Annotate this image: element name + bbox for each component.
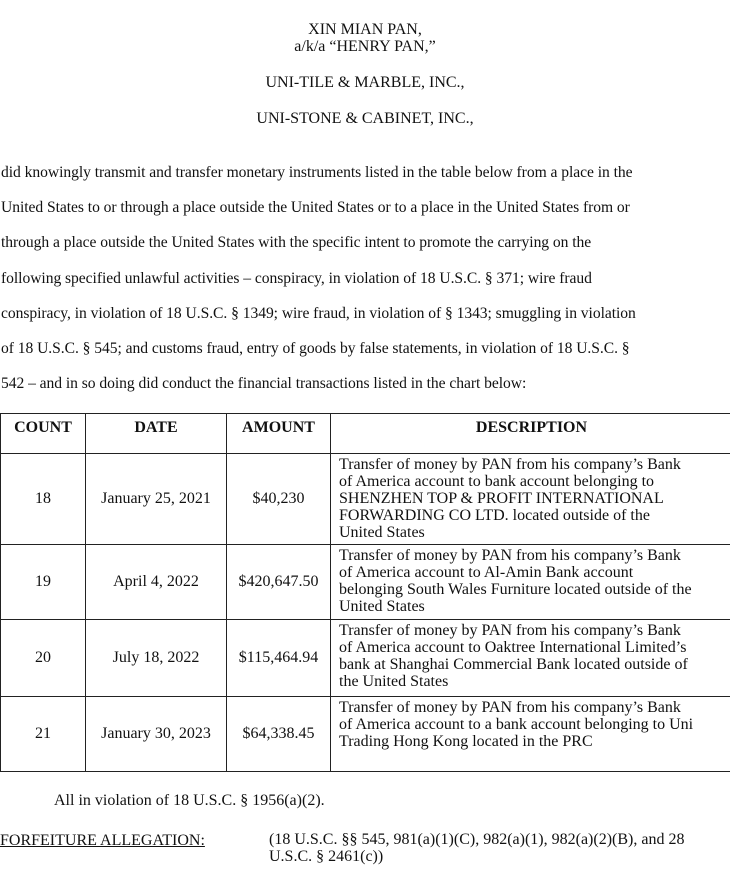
row-amount: $40,230: [227, 454, 331, 545]
description-line: Trading Hong Kong located in the PRC: [339, 733, 593, 750]
company-name-2: UNI-STONE & CABINET, INC.,: [256, 110, 474, 127]
row-description: [331, 697, 730, 772]
row-date: July 18, 2022: [86, 620, 227, 697]
paragraph-line: did knowingly transmit and transfer monetary instruments listed in the table below from a place in the: [1, 164, 633, 181]
table-row: [1, 545, 730, 620]
row-description: [331, 454, 730, 545]
defendant-alias: a/k/a “HENRY PAN,”: [294, 38, 436, 55]
forfeiture-heading: FORFEITURE ALLEGATION:: [0, 832, 205, 849]
violation-statement: All in violation of 18 U.S.C. § 1956(a)(2).: [54, 792, 325, 809]
row-date: January 30, 2023: [86, 697, 227, 772]
description-line: Transfer of money by PAN from his company’s Bank: [339, 456, 681, 473]
row-amount: $420,647.50: [227, 545, 331, 620]
paragraph-line: of 18 U.S.C. § 545; and customs fraud, entry of goods by false statements, in violation of 18 U.S.C. §: [1, 340, 630, 358]
row-count: 18: [1, 454, 86, 545]
description-line: United States: [339, 524, 425, 541]
row-amount: $64,338.45: [227, 697, 331, 772]
table-row: [1, 454, 730, 545]
description-line: of America account to Oaktree International Limited’s: [339, 639, 687, 656]
header-amount: AMOUNT: [227, 414, 331, 454]
row-date: January 25, 2021: [86, 454, 227, 545]
row-amount: $115,464.94: [227, 620, 331, 697]
description-line: of America account to Al-Amin Bank account: [339, 564, 634, 581]
citation-line: U.S.C. § 2461(c)): [269, 848, 384, 865]
table-header-row: [1, 414, 730, 454]
header-count: COUNT: [1, 414, 86, 454]
row-count: 21: [1, 697, 86, 772]
description-line: Transfer of money by PAN from his company’s Bank: [339, 547, 681, 564]
header-description: DESCRIPTION: [331, 414, 730, 454]
row-description: [331, 545, 730, 620]
description-line: of America account to bank account belonging to: [339, 473, 655, 490]
row-count: 20: [1, 620, 86, 697]
description-line: SHENZHEN TOP & PROFIT INTERNATIONAL: [339, 490, 664, 507]
description-line: Transfer of money by PAN from his company’s Bank: [339, 699, 681, 716]
description-line: belonging South Wales Furniture located outside of the: [339, 581, 692, 598]
paragraph-line: following specified unlawful activities – conspiracy, in violation of 18 U.S.C. § 371; wire fraud: [1, 269, 592, 287]
transactions-table: [0, 413, 730, 772]
paragraph-line: through a place outside the United States with the specific intent to promote the carrying on the: [1, 234, 592, 252]
description-line: bank at Shanghai Commercial Bank located outside of: [339, 656, 688, 673]
company-name-1: UNI-TILE & MARBLE, INC.,: [265, 74, 465, 91]
paragraph-line: conspiracy, in violation of 18 U.S.C. § 1349; wire fraud, in violation of § 1343; smuggling in violation: [1, 304, 636, 322]
row-description: [331, 620, 730, 697]
paragraph-line: 542 – and in so doing did conduct the financial transactions listed in the chart below:: [1, 375, 527, 393]
forfeiture-citation: [269, 831, 729, 865]
description-line: the United States: [339, 673, 449, 690]
citation-line: (18 U.S.C. §§ 545, 981(a)(1)(C), 982(a)(1), 982(a)(2)(B), and 28: [269, 831, 685, 848]
description-line: FORWARDING CO LTD. located outside of the: [339, 507, 650, 524]
row-count: 19: [1, 545, 86, 620]
header-date: DATE: [86, 414, 227, 454]
defendant-name: XIN MIAN PAN,: [308, 21, 422, 38]
description-line: United States: [339, 598, 425, 615]
table-row: [1, 697, 730, 772]
description-line: Transfer of money by PAN from his company’s Bank: [339, 622, 681, 639]
description-line: of America account to a bank account belonging to Uni: [339, 716, 694, 733]
charge-paragraph: [1, 155, 730, 401]
paragraph-line: United States to or through a place outside the United States or to a place in the United States from or: [1, 199, 630, 217]
table-row: [1, 620, 730, 697]
row-date: April 4, 2022: [86, 545, 227, 620]
